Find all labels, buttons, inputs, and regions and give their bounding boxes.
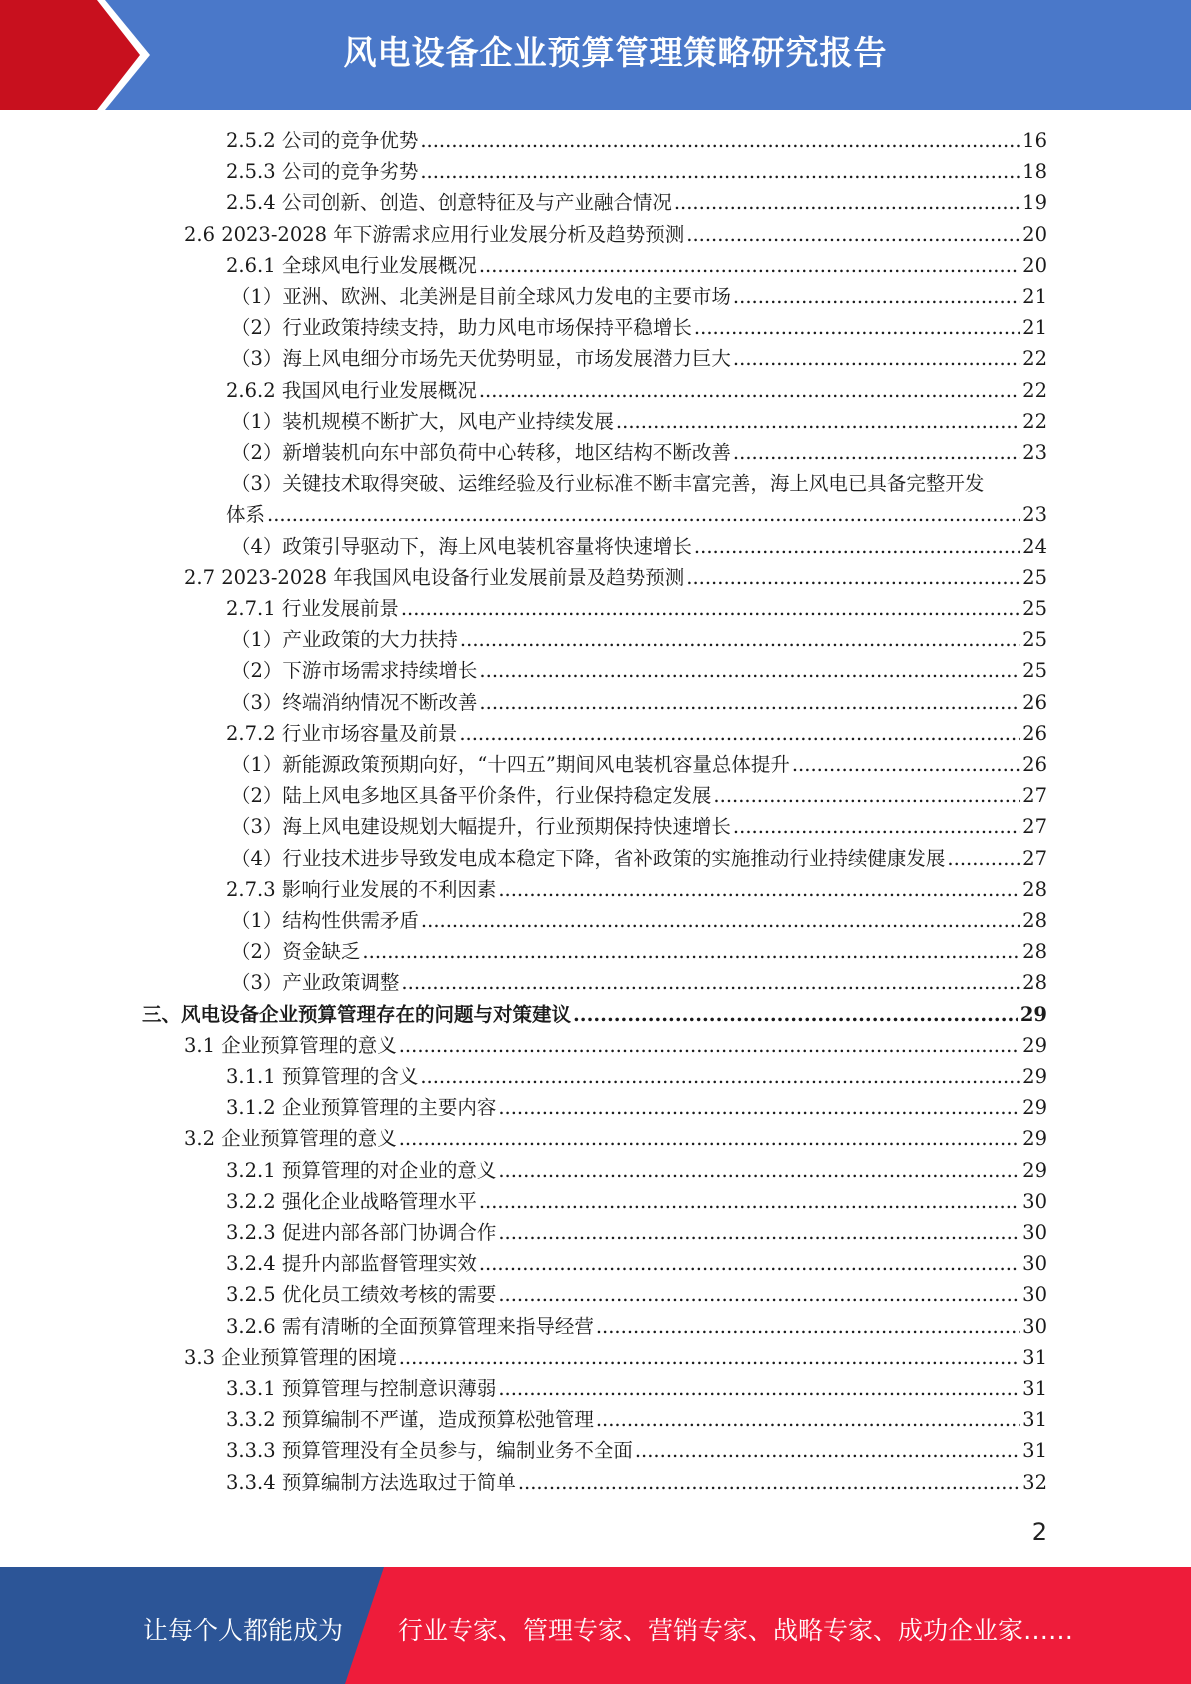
toc-entry-page: 31 <box>1022 1346 1047 1369</box>
toc-entry-label: 2.5.2 公司的竞争优势 <box>226 129 419 152</box>
toc-entry[interactable] <box>231 314 1047 342</box>
toc-entry[interactable] <box>226 1094 1047 1122</box>
toc-entry[interactable] <box>231 782 1047 810</box>
toc-entry-label: （2）下游市场需求持续增长 <box>231 659 478 682</box>
toc-entry-label: （2）陆上风电多地区具备平价条件，行业保持稳定发展 <box>231 784 712 807</box>
toc-dot-leader <box>401 969 1020 997</box>
toc-dot-leader <box>479 1188 1020 1216</box>
toc-entry[interactable] <box>231 845 1047 873</box>
toc-entry-label: 2.5.4 公司创新、创造、创意特征及与产业融合情况 <box>226 191 672 214</box>
toc-entry-label: 3.3.1 预算管理与控制意识薄弱 <box>226 1377 497 1400</box>
toc-entry[interactable] <box>231 969 1047 997</box>
footer-slogan-right: 行业专家、管理专家、营销专家、战略专家、成功企业家…… <box>398 1616 1074 1645</box>
toc-entry[interactable] <box>184 1344 1047 1372</box>
toc-entry-page: 18 <box>1022 160 1047 183</box>
toc-dot-leader <box>267 501 1020 529</box>
toc-entry-label: 2.6.2 我国风电行业发展概况 <box>226 379 477 402</box>
toc-entry[interactable] <box>231 657 1047 685</box>
toc-entry-page: 16 <box>1022 129 1047 152</box>
toc-entry-label: 2.7.2 行业市场容量及前景 <box>226 722 458 745</box>
toc-dot-leader <box>596 1406 1020 1434</box>
toc-entry-label: 3.2 企业预算管理的意义 <box>184 1127 397 1150</box>
toc-entry-label: （3）终端消纳情况不断改善 <box>231 691 478 714</box>
toc-entry[interactable] <box>226 158 1047 186</box>
toc-entry[interactable] <box>226 876 1047 904</box>
toc-entry-label: 3.3 企业预算管理的困境 <box>184 1346 397 1369</box>
toc-dot-leader <box>686 564 1020 592</box>
toc-entry-label: 2.7.1 行业发展前景 <box>226 597 399 620</box>
toc-entry-page: 22 <box>1022 410 1047 433</box>
toc-entry[interactable] <box>226 720 1047 748</box>
toc-dot-leader <box>635 1437 1020 1465</box>
toc-entry-page: 20 <box>1022 254 1047 277</box>
page-footer <box>0 1567 1191 1684</box>
toc-entry[interactable] <box>226 1188 1047 1216</box>
toc-dot-leader <box>498 1219 1020 1247</box>
toc-dot-leader <box>686 221 1020 249</box>
toc-dot-leader <box>733 283 1020 311</box>
toc-entry-label: （1）装机规模不断扩大，风电产业持续发展 <box>231 410 614 433</box>
toc-entry[interactable] <box>142 1001 1047 1029</box>
toc-entry[interactable] <box>226 1437 1047 1465</box>
toc-dot-leader <box>401 595 1020 623</box>
toc-entry-page: 29 <box>1019 1003 1047 1026</box>
toc-entry-page: 25 <box>1022 566 1047 589</box>
toc-entry[interactable] <box>226 189 1047 217</box>
toc-entry-label: 3.3.2 预算编制不严谨，造成预算松弛管理 <box>226 1408 594 1431</box>
toc-dot-leader <box>459 720 1020 748</box>
toc-entry-page: 26 <box>1022 753 1047 776</box>
toc-entry-label: 3.1.1 预算管理的含义 <box>226 1065 419 1088</box>
toc-dot-leader <box>399 1344 1020 1372</box>
toc-entry-label: 3.2.3 促进内部各部门协调合作 <box>226 1221 497 1244</box>
toc-entry-page: 28 <box>1022 940 1047 963</box>
toc-entry-label: （1）产业政策的大力扶持 <box>231 628 458 651</box>
toc-entry-page: 25 <box>1022 628 1047 651</box>
footer-slogan-left: 让每个人都能成为 <box>143 1616 344 1645</box>
toc-entry-label: 2.7 2023-2028 年我国风电设备行业发展前景及趋势预测 <box>184 566 685 589</box>
toc-entry-page: 31 <box>1022 1439 1047 1462</box>
toc-entry-label: 3.2.1 预算管理的对企业的意义 <box>226 1159 497 1182</box>
toc-entry[interactable] <box>184 1125 1047 1153</box>
toc-entry[interactable] <box>231 283 1047 311</box>
toc-dot-leader <box>420 1063 1020 1091</box>
toc-dot-leader <box>479 252 1020 280</box>
toc-entry[interactable] <box>231 470 1047 498</box>
toc-dot-leader <box>498 1375 1020 1403</box>
toc-dot-leader <box>479 377 1020 405</box>
toc-entry[interactable] <box>226 1281 1047 1309</box>
toc-entry-label: 三、风电设备企业预算管理存在的问题与对策建议 <box>142 1003 572 1026</box>
toc-entry[interactable] <box>226 1406 1047 1434</box>
toc-entry-label: （1）结构性供需矛盾 <box>231 909 419 932</box>
toc-entry-page: 27 <box>1022 784 1047 807</box>
toc-entry-page: 29 <box>1022 1127 1047 1150</box>
toc-entry-label: 2.6 2023-2028 年下游需求应用行业发展分析及趋势预测 <box>184 223 685 246</box>
toc-dot-leader <box>479 1250 1020 1278</box>
toc-dot-leader <box>792 751 1020 779</box>
toc-entry-label: （3）海上风电建设规划大幅提升，行业预期保持快速增长 <box>231 815 731 838</box>
toc-entry-page: 30 <box>1022 1252 1047 1275</box>
toc-entry[interactable] <box>184 564 1047 592</box>
toc-entry[interactable] <box>231 626 1047 654</box>
toc-entry-page: 29 <box>1022 1096 1047 1119</box>
toc-entry-label: 3.3.4 预算编制方法选取过于简单 <box>226 1471 516 1494</box>
toc-dot-leader <box>420 127 1020 155</box>
toc-entry-label: 3.2.4 提升内部监督管理实效 <box>226 1252 477 1275</box>
toc-entry-label: 3.1.2 企业预算管理的主要内容 <box>226 1096 497 1119</box>
toc-entry-label: 2.7.3 影响行业发展的不利因素 <box>226 878 497 901</box>
toc-entry-page: 22 <box>1022 347 1047 370</box>
toc-entry-page: 30 <box>1022 1283 1047 1306</box>
toc-entry-page: 21 <box>1022 316 1047 339</box>
toc-entry-page: 28 <box>1022 971 1047 994</box>
toc-dot-leader <box>694 533 1020 561</box>
toc-dot-leader <box>420 158 1020 186</box>
toc-entry-label: （1）新能源政策预期向好，“十四五”期间风电装机容量总体提升 <box>231 753 790 776</box>
toc-entry[interactable] <box>231 907 1047 935</box>
toc-entry-page: 27 <box>1022 815 1047 838</box>
toc-entry-page: 26 <box>1022 691 1047 714</box>
toc-entry[interactable] <box>231 408 1047 436</box>
toc-entry-page: 28 <box>1022 909 1047 932</box>
toc-dot-leader <box>399 1125 1020 1153</box>
toc-entry-label: 2.6.1 全球风电行业发展概况 <box>226 254 477 277</box>
toc-dot-leader <box>674 189 1020 217</box>
toc-dot-leader <box>399 1032 1020 1060</box>
toc-entry-label: （4）政策引导驱动下，海上风电装机容量将快速增长 <box>231 535 692 558</box>
toc-dot-leader <box>573 1001 1018 1029</box>
toc-entry[interactable] <box>226 127 1047 155</box>
toc-entry[interactable] <box>226 1063 1047 1091</box>
toc-dot-leader <box>362 938 1020 966</box>
toc-entry[interactable] <box>226 377 1047 405</box>
toc-entry-page: 25 <box>1022 597 1047 620</box>
toc-dot-leader <box>460 626 1020 654</box>
toc-entry-page: 20 <box>1022 223 1047 246</box>
toc-entry[interactable] <box>226 1250 1047 1278</box>
toc-entry-page: 29 <box>1022 1034 1047 1057</box>
toc-entry-label: 3.2.2 强化企业战略管理水平 <box>226 1190 477 1213</box>
toc-entry-label: 3.2.6 需有清晰的全面预算管理来指导经营 <box>226 1315 594 1338</box>
toc-entry[interactable] <box>226 501 1047 529</box>
toc-entry-label: 3.1 企业预算管理的意义 <box>184 1034 397 1057</box>
toc-entry[interactable] <box>231 439 1047 467</box>
toc-entry[interactable] <box>184 221 1047 249</box>
toc-entry-page: 21 <box>1022 285 1047 308</box>
toc-entry-label: 3.2.5 优化员工绩效考核的需要 <box>226 1283 497 1306</box>
toc-dot-leader <box>498 1094 1020 1122</box>
toc-dot-leader <box>596 1313 1020 1341</box>
toc-entry-page: 26 <box>1022 722 1047 745</box>
toc-entry[interactable] <box>226 1375 1047 1403</box>
toc-entry[interactable] <box>231 751 1047 779</box>
toc-entry-label: 体系 <box>226 503 266 526</box>
toc-entry-page: 25 <box>1022 659 1047 682</box>
toc-entry-page: 31 <box>1022 1377 1047 1400</box>
toc-entry[interactable] <box>231 533 1047 561</box>
toc-dot-leader <box>498 1157 1020 1185</box>
toc-entry-page: 29 <box>1022 1065 1047 1088</box>
toc-entry-label: 2.5.3 公司的竞争劣势 <box>226 160 419 183</box>
toc-entry-label: （2）行业政策持续支持，助力风电市场保持平稳增长 <box>231 316 692 339</box>
toc-entry-label: （3）关键技术取得突破、运维经验及行业标准不断丰富完善，海上风电已具备完整开发 <box>231 472 985 495</box>
document-title: 风电设备企业预算管理策略研究报告 <box>343 33 888 72</box>
toc-entry[interactable] <box>231 938 1047 966</box>
toc-entry-label: （3）产业政策调整 <box>231 971 400 994</box>
toc-dot-leader <box>616 408 1020 436</box>
toc-dot-leader <box>498 1281 1020 1309</box>
toc-dot-leader <box>479 689 1020 717</box>
toc-entry[interactable] <box>231 345 1047 373</box>
toc-dot-leader <box>947 845 1020 873</box>
toc-dot-leader <box>733 813 1020 841</box>
toc-entry-label: （3）海上风电细分市场先天优势明显，市场发展潜力巨大 <box>231 347 731 370</box>
toc-entry[interactable] <box>226 1157 1047 1185</box>
toc-entry-page: 30 <box>1022 1221 1047 1244</box>
toc-entry-label: （2）资金缺乏 <box>231 940 361 963</box>
toc-dot-leader <box>733 439 1020 467</box>
toc-entry[interactable] <box>226 1313 1047 1341</box>
toc-entry[interactable] <box>226 1469 1047 1497</box>
toc-entry-page: 30 <box>1022 1190 1047 1213</box>
toc-entry[interactable] <box>226 595 1047 623</box>
toc-entry-label: （4）行业技术进步导致发电成本稳定下降，省补政策的实施推动行业持续健康发展 <box>231 847 946 870</box>
toc-entry-page: 19 <box>1022 191 1047 214</box>
toc-dot-leader <box>733 345 1020 373</box>
toc-dot-leader <box>498 876 1020 904</box>
toc-dot-leader <box>421 907 1020 935</box>
toc-entry-page: 23 <box>1022 441 1047 464</box>
toc-entry-label: （1）亚洲、欧洲、北美洲是目前全球风力发电的主要市场 <box>231 285 731 308</box>
toc-entry-page: 31 <box>1022 1408 1047 1431</box>
toc-dot-leader <box>479 657 1020 685</box>
toc-entry-page: 27 <box>1022 847 1047 870</box>
toc-entry[interactable] <box>184 1032 1047 1060</box>
toc-entry-label: 3.3.3 预算管理没有全员参与，编制业务不全面 <box>226 1439 633 1462</box>
toc-entry-page: 30 <box>1022 1315 1047 1338</box>
toc-entry[interactable] <box>231 689 1047 717</box>
page-header <box>0 0 1191 110</box>
toc-entry[interactable] <box>226 1219 1047 1247</box>
toc-entry-page: 29 <box>1022 1159 1047 1182</box>
toc-dot-leader <box>518 1469 1020 1497</box>
toc-dot-leader <box>713 782 1020 810</box>
page-number: 2 <box>1031 1518 1047 1546</box>
toc-entry-label: （2）新增装机向东中部负荷中心转移，地区结构不断改善 <box>231 441 731 464</box>
toc-entry-page: 32 <box>1022 1471 1047 1494</box>
toc-entry[interactable] <box>226 252 1047 280</box>
toc-dot-leader <box>694 314 1020 342</box>
toc-entry-page: 22 <box>1022 379 1047 402</box>
toc-entry-page: 24 <box>1022 535 1047 558</box>
toc-entry-page: 28 <box>1022 878 1047 901</box>
toc-entry[interactable] <box>231 813 1047 841</box>
toc-entry-page: 23 <box>1022 503 1047 526</box>
